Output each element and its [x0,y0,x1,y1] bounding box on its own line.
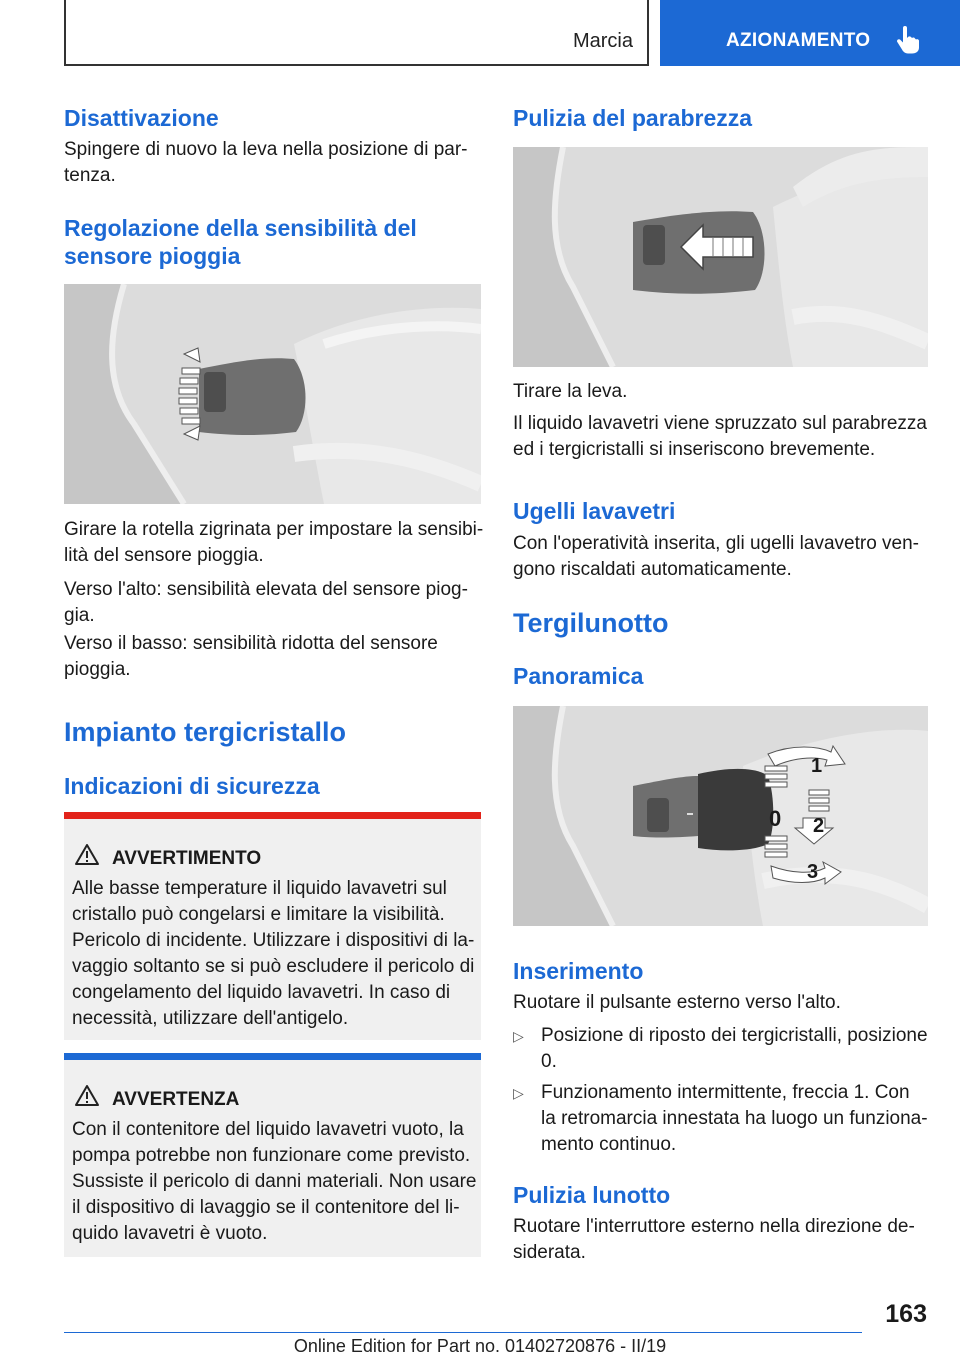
header-section-title: Marcia [572,30,633,52]
paragraph-liquido: Il liquido lavavetri viene spruzzato sul parabrezza ed i tergicristalli si inseriscono brevemente. [513,413,927,460]
footer-edition: Online Edition for Part no. 01402720876 - II/19 [293,1336,667,1356]
header-chapter-title: AZIONAMENTO [726,30,871,51]
paragraph-ruotare: Ruotare il pulsante esterno verso l'alto. [513,992,841,1013]
heading-impianto-tergicristallo: Impianto tergicristallo [64,717,347,747]
page-number: 163 [885,1300,927,1328]
heading-indicazioni-sicurezza: Indicazioni di sicurezza [64,773,320,799]
figure-label-1: 1 [811,755,823,777]
figure-label-3: 3 [807,861,819,883]
paragraph-verso-basso: Verso il basso: sensibilità ridotta del sensore pioggia. [64,633,438,680]
warning-text: Alle basse temperature il liquido lavavetri sul cristallo può congelarsi e limitare la visibilità. Pericolo di incidente. Utilizzare i dispositivi di la- vaggio soltanto se si può escludere il pericolo di congelamento del liquido lavavetri. In caso di necessità, utilizzare dell'antigelo. [72,878,475,1029]
warning-title: AVVERTIMENTO [112,848,262,869]
figure-label-2: 2 [813,815,825,837]
warning-box [64,812,481,1040]
figure-rear-wiper-lever [513,706,928,926]
triangle-bullet-icon: ▷ [513,1028,524,1044]
paragraph-ugelli: Con l'operatività inserita, gli ugelli lavavetro ven- gono riscaldati automaticamente. [513,533,919,580]
paragraph-girare: Girare la rotella zigrinata per impostare la sensibi- lità del sensore pioggia. [64,519,484,566]
caution-box [64,1053,481,1257]
caution-triangle-icon [74,1084,100,1107]
caution-title: AVVERTENZA [112,1089,240,1110]
warning-triangle-icon [74,843,100,866]
heading-pulizia-parabrezza: Pulizia del parabrezza [513,105,753,131]
figure-rain-sensor-lever [64,284,481,504]
figure-label-0: 0 [769,806,782,831]
figure-windshield-lever [513,147,928,367]
heading-pulizia-lunotto: Pulizia lunotto [513,1182,671,1208]
caution-text: Con il contenitore del liquido lavavetri vuoto, la pompa potrebbe non funzionare come previsto. Sussiste il pericolo di danni materiali. Non usare il dispositivo di lavaggio se il contenitore del li- quido lavavetri è vuoto. [72,1119,477,1244]
paragraph-lunotto: Ruotare l'interruttore esterno nella direzione de- siderata. [513,1216,915,1263]
header-section-box [64,0,649,66]
paragraph-tirare: Tirare la leva. [513,381,628,402]
header-chapter-tab [660,0,960,66]
triangle-bullet-icon: ▷ [513,1085,524,1101]
paragraph-disattivazione: Spingere di nuovo la leva nella posizione di par- tenza. [64,139,468,186]
heading-panoramica: Panoramica [513,663,644,689]
paragraph-verso-alto: Verso l'alto: sensibilità elevata del sensore piog- gia. [64,579,468,626]
heading-tergilunotto: Tergilunotto [513,608,669,638]
hand-pointer-icon [896,26,920,54]
heading-inserimento: Inserimento [513,958,644,984]
footer-divider [64,1332,862,1333]
heading-regolazione: Regolazione della sensibilità del sensore pioggia [64,215,417,269]
heading-disattivazione: Disattivazione [64,105,219,131]
heading-ugelli: Ugelli lavavetri [513,498,676,524]
